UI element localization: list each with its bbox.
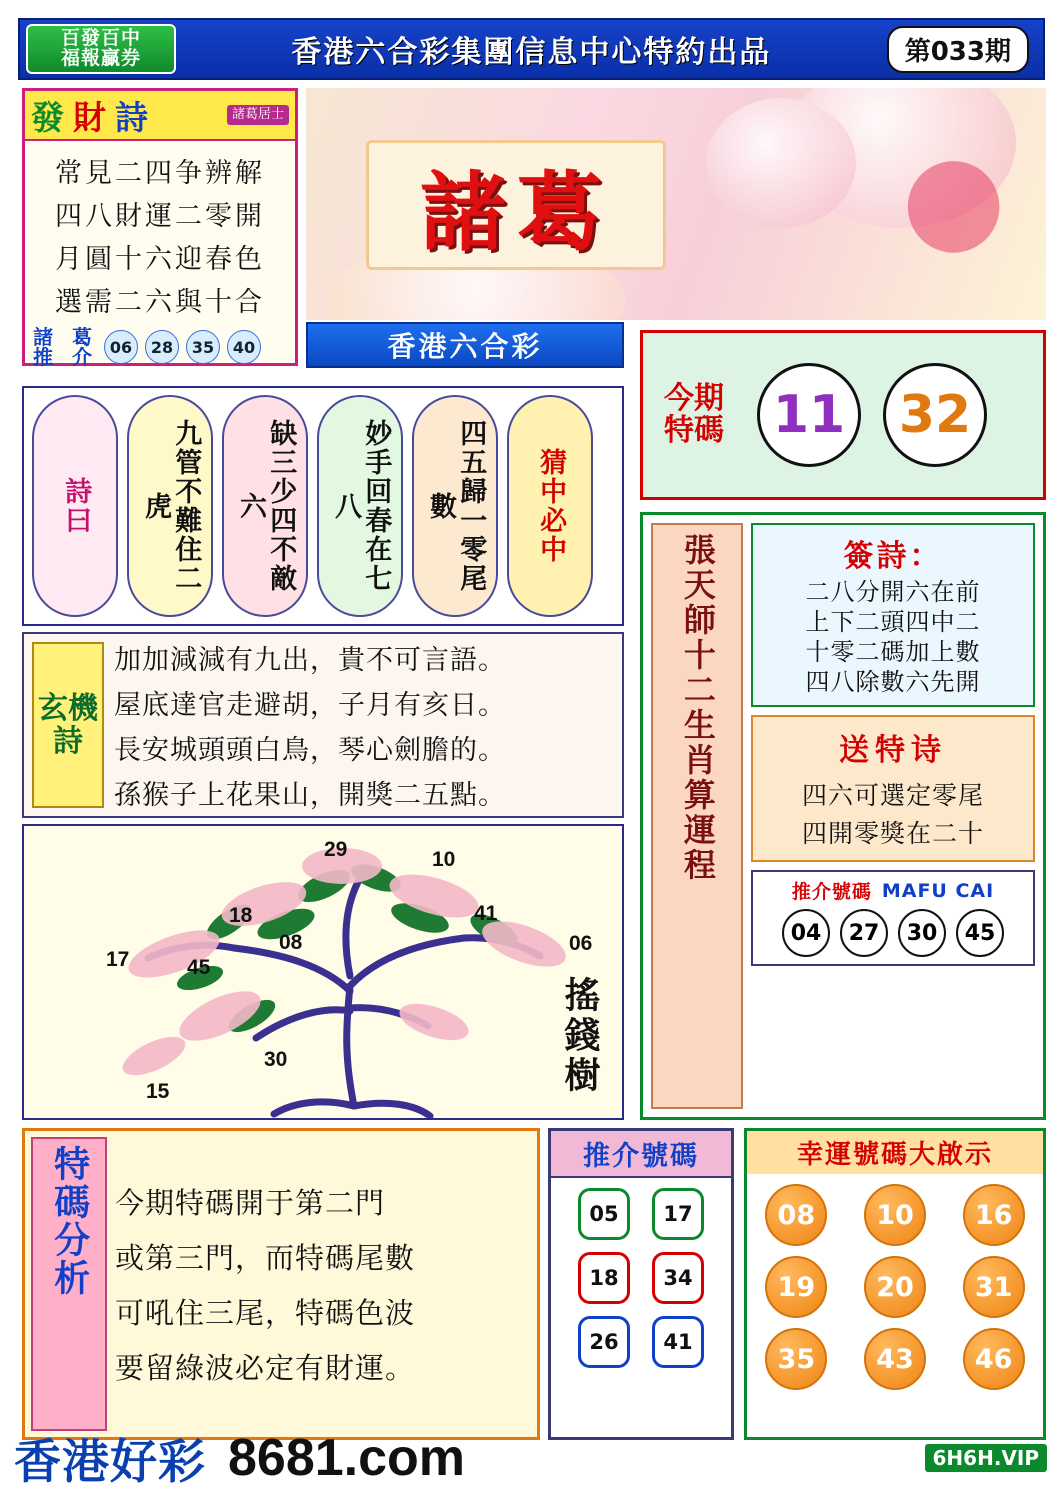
verse-pill: 猜中必中 <box>507 395 593 617</box>
recommend-number: 18 <box>578 1252 630 1304</box>
page-title: 香港六合彩集團信息中心特約出品 <box>291 35 772 70</box>
banner-title: 諸葛 <box>420 162 612 263</box>
fortune-poem-line: 月圓十六迎春色 <box>55 244 265 275</box>
tree-number: 18 <box>229 904 253 927</box>
footer-domain: 8681.com <box>228 1429 466 1487</box>
recommend-number: 17 <box>652 1188 704 1240</box>
verse-pill: 四五歸一零尾數 <box>412 395 498 617</box>
money-tree-label-text: 搖錢樹 <box>559 976 601 1096</box>
lottery-ball: 28 <box>145 330 179 364</box>
recommend-number: 05 <box>578 1188 630 1240</box>
tree-number: 41 <box>474 902 498 925</box>
special-number-analysis-card <box>22 1128 540 1440</box>
lottery-ball: 30 <box>898 909 946 957</box>
lucky-number: 46 <box>963 1328 1025 1390</box>
recommend-row <box>578 1252 704 1304</box>
banner-title-plate <box>366 140 666 270</box>
tree-number: 45 <box>187 956 211 979</box>
oracle-verse-line: 十零二碼加上數 <box>805 638 981 666</box>
fortune-poem-rec-label <box>33 327 98 367</box>
banner-decoration <box>706 98 856 228</box>
lucky-number: 10 <box>864 1184 926 1246</box>
banner-artwork <box>306 88 1046 320</box>
oracle-verse-line: 二八分開六在前 <box>805 578 981 606</box>
verse-pill: 九管不難住二虎 <box>127 395 213 617</box>
verse-pill-row <box>22 386 624 626</box>
oracle-verse-card <box>751 523 1035 707</box>
today-special-ball: 11 <box>757 363 861 467</box>
money-tree-label <box>559 976 600 1105</box>
lucky-panel-title: 幸運號碼大啟示 <box>747 1131 1043 1174</box>
tree-number: 29 <box>324 838 348 861</box>
fortune-poem-line: 常見二四争辨解 <box>55 158 265 189</box>
recommend-row <box>578 1188 704 1240</box>
recommend-panel-title: 推介號碼 <box>551 1131 731 1178</box>
oracle-verse-line: 上下二頭四中二 <box>805 608 981 636</box>
zhang-tianshi-card <box>640 512 1046 1120</box>
bonus-verse-title: 送特诗 <box>839 733 947 768</box>
tree-number: 30 <box>264 1048 288 1071</box>
fortune-poem-title-char-1: 發 <box>31 97 64 137</box>
analysis-label-text: 特碼分析 <box>48 1145 91 1297</box>
mystic-poem-line: 孫猴子上花果山，開獎二五點。 <box>114 780 506 811</box>
mystic-poem-lines <box>114 642 614 811</box>
recommend-label-cn: 推介號碼 <box>791 881 872 903</box>
fortune-poem-footer <box>25 323 295 367</box>
lucky-number: 20 <box>864 1256 926 1318</box>
lucky-number: 31 <box>963 1256 1025 1318</box>
fortune-poem-rec-label-line2: 推 介 <box>33 345 98 369</box>
lucky-number: 43 <box>864 1328 926 1390</box>
zhang-tianshi-side-label <box>651 523 743 1109</box>
fortune-poem-title-char-3: 詩 <box>115 97 148 137</box>
mystic-poem-card <box>22 632 624 818</box>
lottery-ball: 27 <box>840 909 888 957</box>
verse-pill: 詩曰 <box>32 395 118 617</box>
lottery-ball: 40 <box>227 330 261 364</box>
fortune-poem-line: 四八財運二零開 <box>55 201 265 232</box>
bonus-verse-card <box>751 715 1035 862</box>
recommend-row <box>578 1316 704 1368</box>
brand-logo <box>26 24 176 74</box>
lottery-ball: 45 <box>956 909 1004 957</box>
issue-badge: 第033期 <box>887 26 1029 73</box>
analysis-line: 要留綠波必定有財運。 <box>115 1351 416 1385</box>
zhang-tianshi-side-label-text: 張天師十二生肖算運程 <box>678 533 717 883</box>
recommend-number: 26 <box>578 1316 630 1368</box>
lottery-ball: 04 <box>782 909 830 957</box>
tree-number: 17 <box>106 948 130 971</box>
analysis-line: 或第三門，而特碼尾數 <box>115 1241 416 1275</box>
fortune-poem-rec-label-line1: 諸 葛 <box>33 325 98 349</box>
banner-seal-icon: ● <box>901 128 1006 267</box>
lucky-number: 08 <box>765 1184 827 1246</box>
lottery-ball: 35 <box>186 330 220 364</box>
analysis-line: 可吼住三尾，特碼色波 <box>115 1296 416 1330</box>
today-special-label: 今期特碼 <box>664 380 724 448</box>
fortune-poem-author: 諸葛居士 <box>227 105 289 125</box>
recommend-numbers-card <box>751 870 1035 966</box>
mystic-poem-line: 屋底達官走避胡，子月有亥日。 <box>114 690 506 721</box>
today-special-card <box>640 330 1046 500</box>
fortune-poem-card <box>22 88 298 369</box>
tree-number: 08 <box>279 931 303 954</box>
lucky-numbers-panel <box>744 1128 1046 1440</box>
mystic-poem-line: 加加減減有九出，貴不可言語。 <box>114 645 506 676</box>
mystic-poem-line: 長安城頭頭白鳥，琴心劍膽的。 <box>114 735 506 766</box>
bonus-verse-line: 四開零獎在二十 <box>801 818 984 848</box>
footer-watermark: 6H6H.VIP <box>925 1444 1047 1472</box>
analysis-line: 今期特碼開于第二門 <box>115 1186 386 1220</box>
analysis-lines <box>115 1137 531 1431</box>
brand-logo-line1: 百發百中 <box>60 27 141 50</box>
page-footer <box>0 1420 1063 1496</box>
fortune-poem-balls <box>104 330 261 364</box>
recommend-number: 34 <box>652 1252 704 1304</box>
verse-pill: 妙手回春在七八 <box>317 395 403 617</box>
recommend-number: 41 <box>652 1316 704 1368</box>
verse-pill: 缺三少四不敵六 <box>222 395 308 617</box>
fortune-poem-lines <box>25 141 295 319</box>
oracle-verse-line: 四八除數六先開 <box>805 668 981 696</box>
money-tree-card <box>22 824 624 1120</box>
lucky-number: 35 <box>765 1328 827 1390</box>
tree-number: 15 <box>146 1080 170 1103</box>
bonus-verse-line: 四六可選定零尾 <box>801 781 984 810</box>
lucky-number: 16 <box>963 1184 1025 1246</box>
money-tree-illustration <box>24 826 624 1120</box>
page-header <box>18 18 1045 80</box>
lucky-number: 19 <box>765 1256 827 1318</box>
fortune-poem-line: 選需二六與十合 <box>55 287 265 318</box>
mystic-poem-label: 玄機詩 <box>32 642 104 808</box>
lottery-ball: 06 <box>104 330 138 364</box>
recommend-label-en: MAFU CAI <box>881 879 995 902</box>
brand-logo-line2: 福報贏券 <box>60 47 141 69</box>
today-special-ball: 32 <box>883 363 987 467</box>
oracle-verse-title: 簽詩： <box>843 539 943 574</box>
fortune-poem-title-char-2: 財 <box>73 97 106 137</box>
fortune-poem-title <box>25 91 295 141</box>
recommend-numbers-panel <box>548 1128 734 1440</box>
lottery-name-bar: 香港六合彩 <box>306 322 624 368</box>
analysis-label <box>31 1137 107 1431</box>
footer-site-name: 香港好彩 <box>14 1434 206 1490</box>
tree-number: 06 <box>569 932 593 955</box>
tree-number: 10 <box>432 848 456 871</box>
